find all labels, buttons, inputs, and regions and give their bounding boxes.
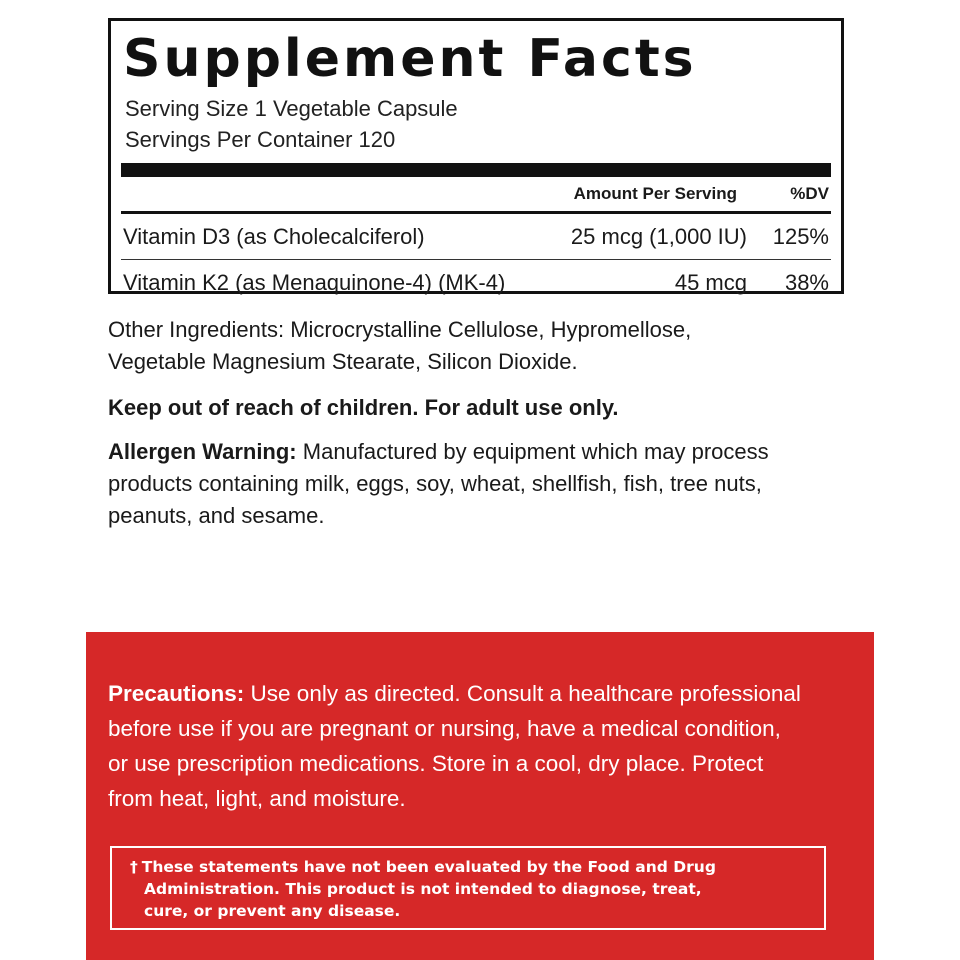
allergen-text: peanuts, and sesame. [108,503,325,528]
fda-disclaimer [130,856,820,922]
header-dv: %DV [790,184,829,203]
nutrient-name: Vitamin D3 (as Cholecalciferol) [123,223,425,249]
nutrient-name: Vitamin K2 (as Menaquinone-4) (MK-4) [123,269,506,295]
allergen-label: Allergen Warning: [108,439,297,464]
allergen-warning [108,436,868,532]
other-ingredients-line: Other Ingredients: Microcrystalline Cellulose, Hypromellose, [108,317,692,342]
precautions-panel [86,632,874,960]
thick-divider [121,163,831,177]
nutrient-dv: 125% [772,223,829,249]
nutrient-dv: 38% [784,269,829,295]
nutrient-amount: 45 mcg [674,269,747,295]
servings-per-container: Servings Per Container 120 [125,127,396,152]
other-ingredients [108,314,868,378]
precautions-label: Precautions: [108,681,245,706]
dagger-symbol: † [130,858,138,876]
nutrient-row [121,260,831,305]
precautions-text [108,676,858,816]
disclaimer-line: These statements have not been evaluated by the Food and Drug [141,858,716,876]
header-amount: Amount Per Serving [573,184,737,203]
supplement-facts-panel [108,18,844,294]
disclaimer-line: cure, or prevent any disease. [144,902,401,920]
facts-title: Supplement Facts [123,29,697,89]
precautions-line: before use if you are pregnant or nursing, have a medical condition, [108,716,781,741]
facts-header-row [121,177,831,214]
fda-disclaimer-box [110,846,826,930]
precautions-line: Use only as directed. Consult a healthcare professional [244,681,801,706]
allergen-text: products containing milk, eggs, soy, wheat, shellfish, fish, tree nuts, [108,471,762,496]
serving-size: Serving Size 1 Vegetable Capsule [125,96,458,121]
nutrient-row [121,214,831,260]
precautions-line: from heat, light, and moisture. [108,786,406,811]
disclaimer-line: Administration. This product is not intended to diagnose, treat, [144,880,702,898]
allergen-text: Manufactured by equipment which may process [296,439,769,464]
other-ingredients-line: Vegetable Magnesium Stearate, Silicon Dioxide. [108,349,578,374]
keep-out-warning: Keep out of reach of children. For adult use only. [108,395,619,420]
nutrient-amount: 25 mcg (1,000 IU) [570,223,747,249]
precautions-line: or use prescription medications. Store in a cool, dry place. Protect [108,751,764,776]
